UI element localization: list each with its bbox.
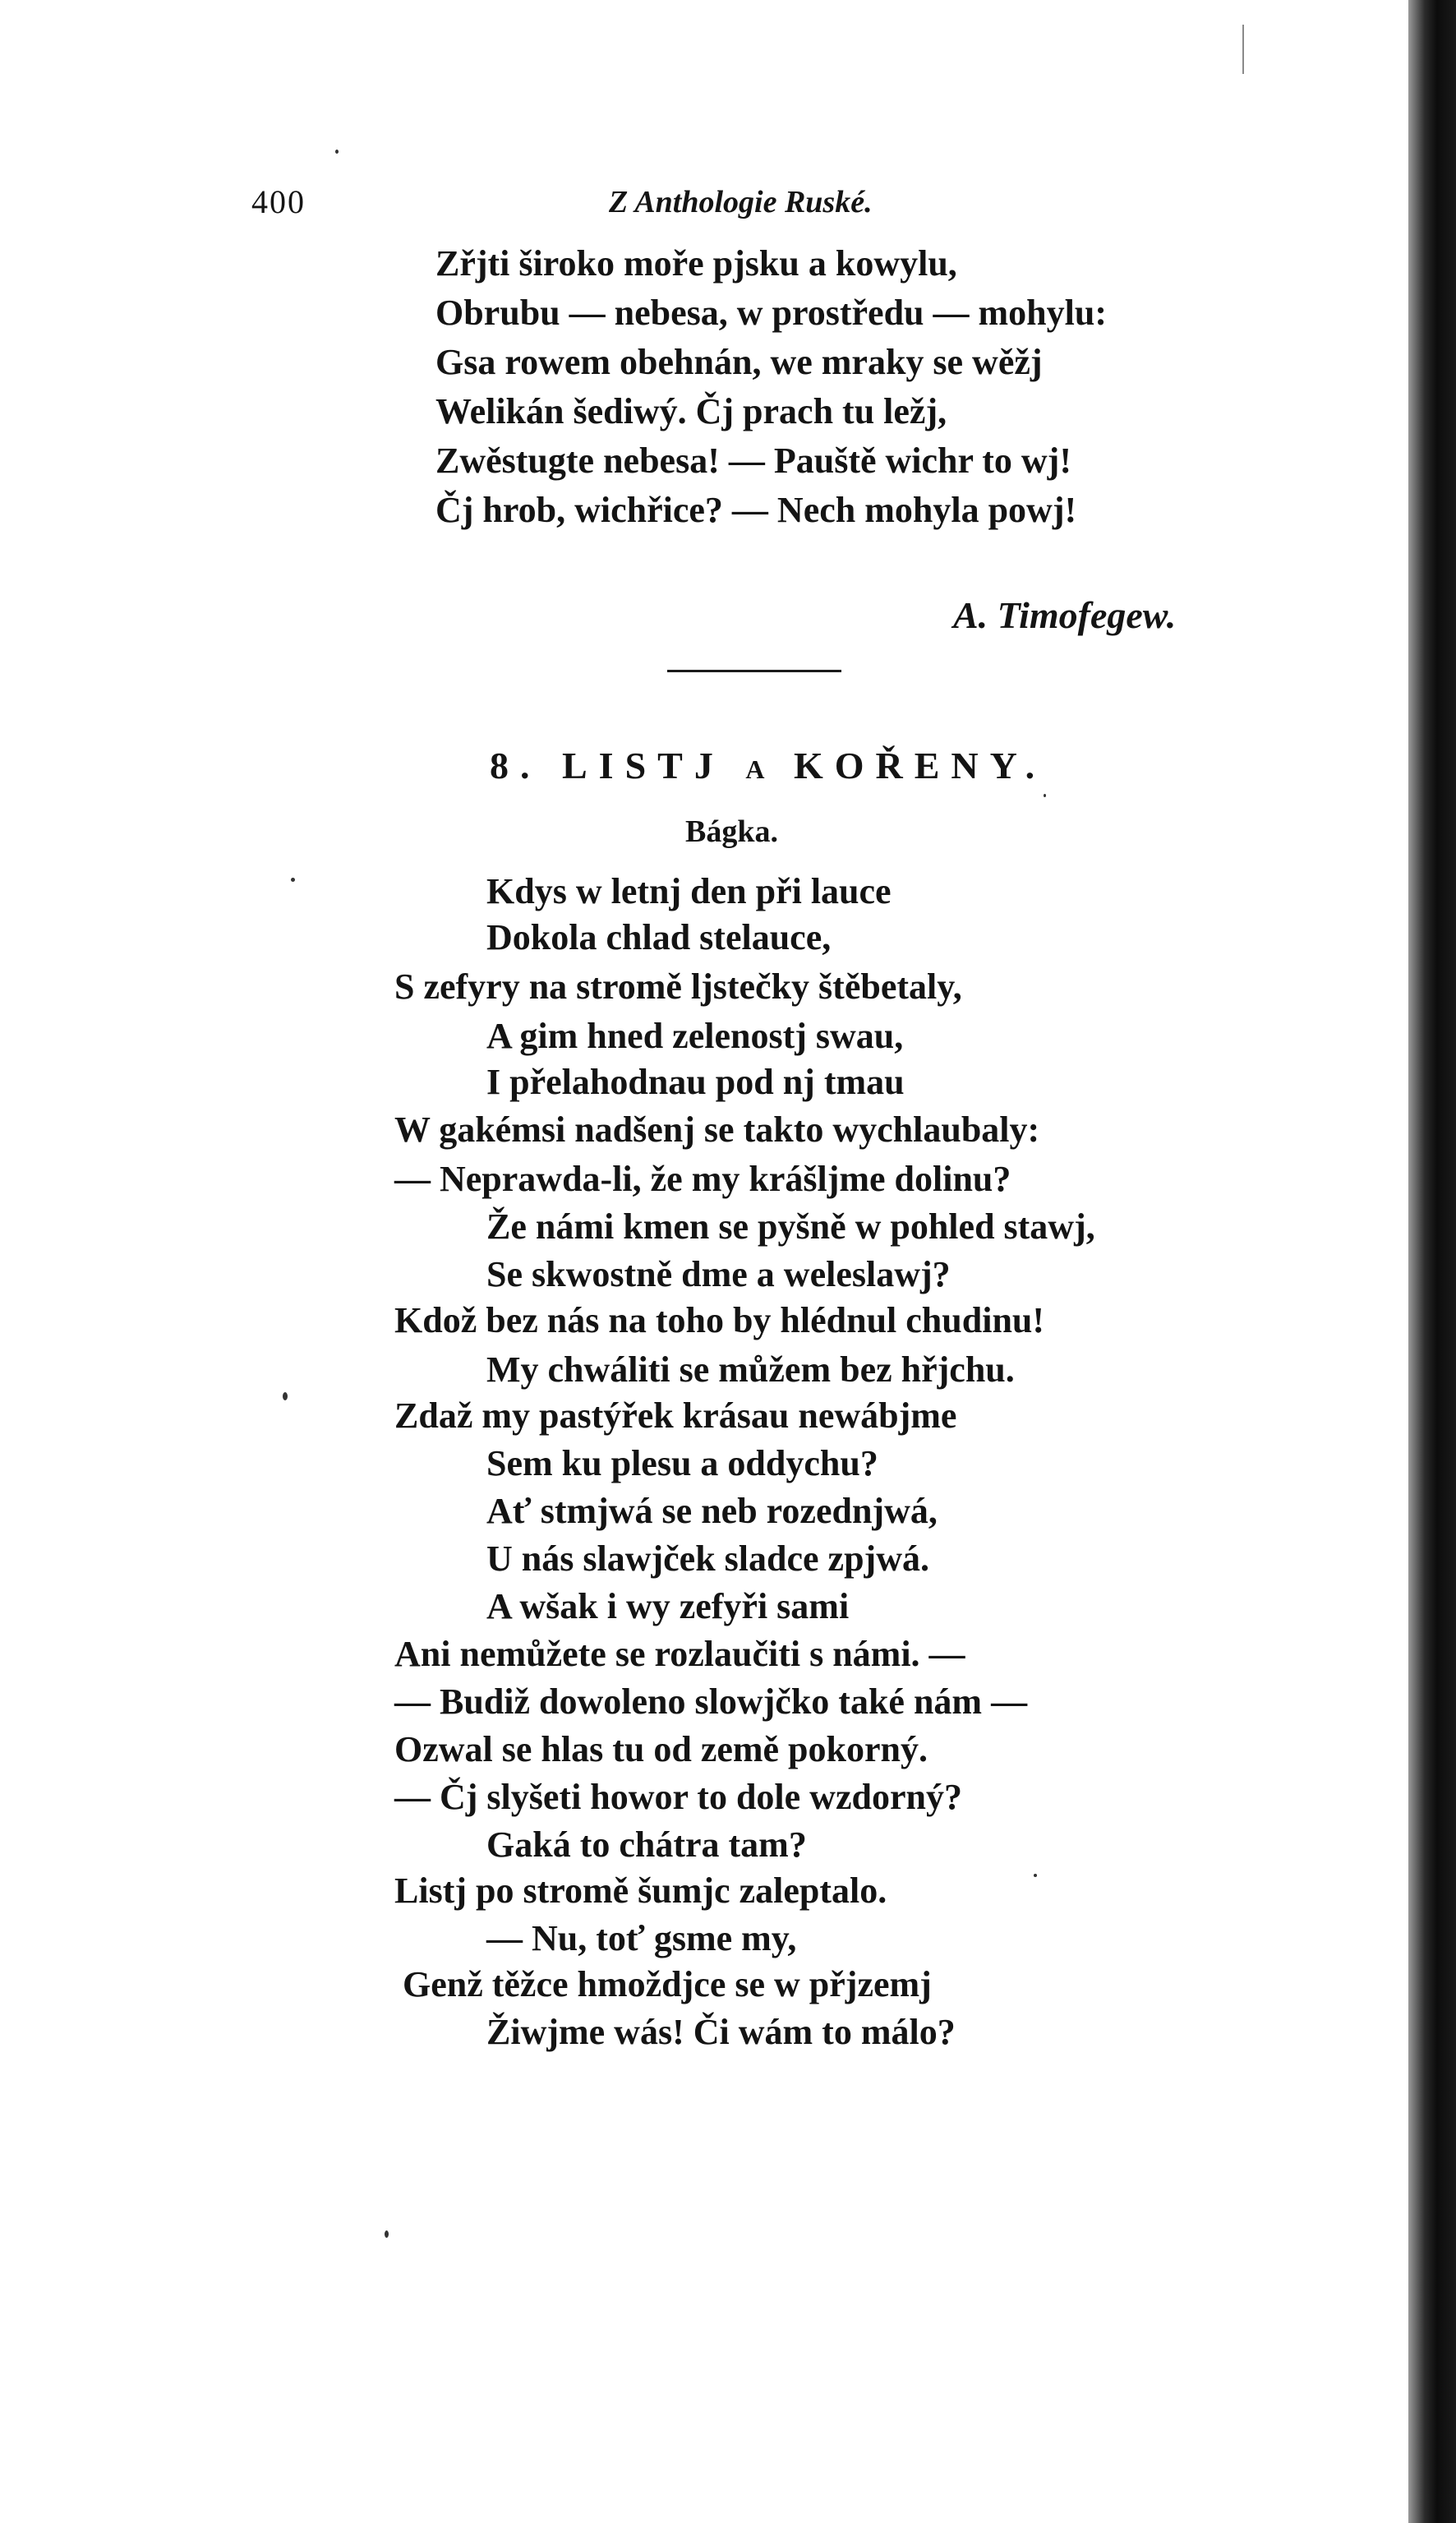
poem-line: Gsa rowem obehnán, we mraky se wěžj xyxy=(435,342,1043,382)
section-title xyxy=(490,744,1046,787)
fable-line: — Budiž dowoleno slowjčko také nám — xyxy=(394,1681,1028,1722)
scan-speck xyxy=(385,2230,389,2238)
fable-line: Zdaž my pastýřek krásau newábjme xyxy=(394,1395,957,1436)
fable-line: I přelahodnau pod nj tmau xyxy=(486,1062,905,1102)
fable-line: — Neprawda-li, že my krášljme dolinu? xyxy=(394,1159,1011,1199)
scan-speck xyxy=(335,150,339,154)
fable-line: Že námi kmen se pyšně w pohled stawj, xyxy=(486,1206,1095,1247)
fable-line: Ať stmjwá se neb rozednjwá, xyxy=(486,1491,938,1531)
fable-line: S zefyry na stromě ljstečky štěbetaly, xyxy=(394,966,962,1007)
fable-line: W gakémsi nadšenj se takto wychlaubaly: xyxy=(394,1109,1040,1150)
fable-line: U nás slawjček sladce zpjwá. xyxy=(486,1538,929,1579)
scan-mark xyxy=(1242,25,1244,74)
fable-line: Kdys w letnj den při lauce xyxy=(486,871,892,911)
poem-line: Zwěstugte nebesa! — Pauště wichr to wj! xyxy=(435,440,1071,481)
page-header xyxy=(251,182,1237,224)
fable-line: Dokola chlad stelauce, xyxy=(486,917,832,957)
author-signature: A. Timofegew. xyxy=(953,594,1177,636)
fable-line: — Čj slyšeti howor to dole wzdorný? xyxy=(394,1777,962,1817)
fable-line: My chwáliti se můžem bez hřjchu. xyxy=(486,1349,1015,1390)
fable-line: Listj po stromě šumjc zaleptalo. xyxy=(394,1870,887,1911)
fable-line: Genž těžce hmoždjce se w přjzemj xyxy=(403,1964,932,2004)
fable-line: — Nu, toť gsme my, xyxy=(486,1918,797,1958)
poem-line: Čj hrob, wichřice? — Nech mohyla powj! xyxy=(435,490,1077,530)
scanned-page-edge xyxy=(1408,0,1456,2523)
section-title-and: A xyxy=(745,754,773,784)
fable-line: Kdož bez nás na toho by hlédnul chudinu! xyxy=(394,1300,1045,1340)
section-title-part1: LISTJ xyxy=(562,745,725,786)
section-number: 8. xyxy=(490,745,541,786)
fable-line: A gim hned zelenostj swau, xyxy=(486,1016,904,1056)
scan-speck xyxy=(283,1392,288,1400)
page-number: 400 xyxy=(251,183,306,220)
poem-line: Obrubu — nebesa, w prostředu — mohylu: xyxy=(435,293,1107,333)
fable-line: Ani nemůžete se rozlaučiti s námi. — xyxy=(394,1634,965,1674)
section-title-part2: KOŘENY. xyxy=(793,745,1047,786)
fable-line: Sem ku plesu a oddychu? xyxy=(486,1443,878,1483)
poem-line: Zřjti široko moře pjsku a kowylu, xyxy=(435,243,957,284)
running-head: Z Anthologie Ruské. xyxy=(609,185,873,219)
scan-speck xyxy=(1034,1874,1037,1877)
section-divider xyxy=(667,670,841,672)
poem-line: Welikán šediwý. Čj prach tu ležj, xyxy=(435,391,947,431)
section-subtitle: Bágka. xyxy=(685,814,778,849)
scan-speck xyxy=(291,878,295,882)
scan-speck xyxy=(1044,794,1046,797)
fable-line: Gaká to chátra tam? xyxy=(486,1824,807,1865)
fable-line: Žiwjme wás! Či wám to málo? xyxy=(486,2012,956,2052)
fable-line: Ozwal se hlas tu od země pokorný. xyxy=(394,1729,928,1769)
fable-line: A wšak i wy zefyři sami xyxy=(486,1586,850,1626)
fable-line: Se skwostně dme a weleslawj? xyxy=(486,1254,951,1294)
